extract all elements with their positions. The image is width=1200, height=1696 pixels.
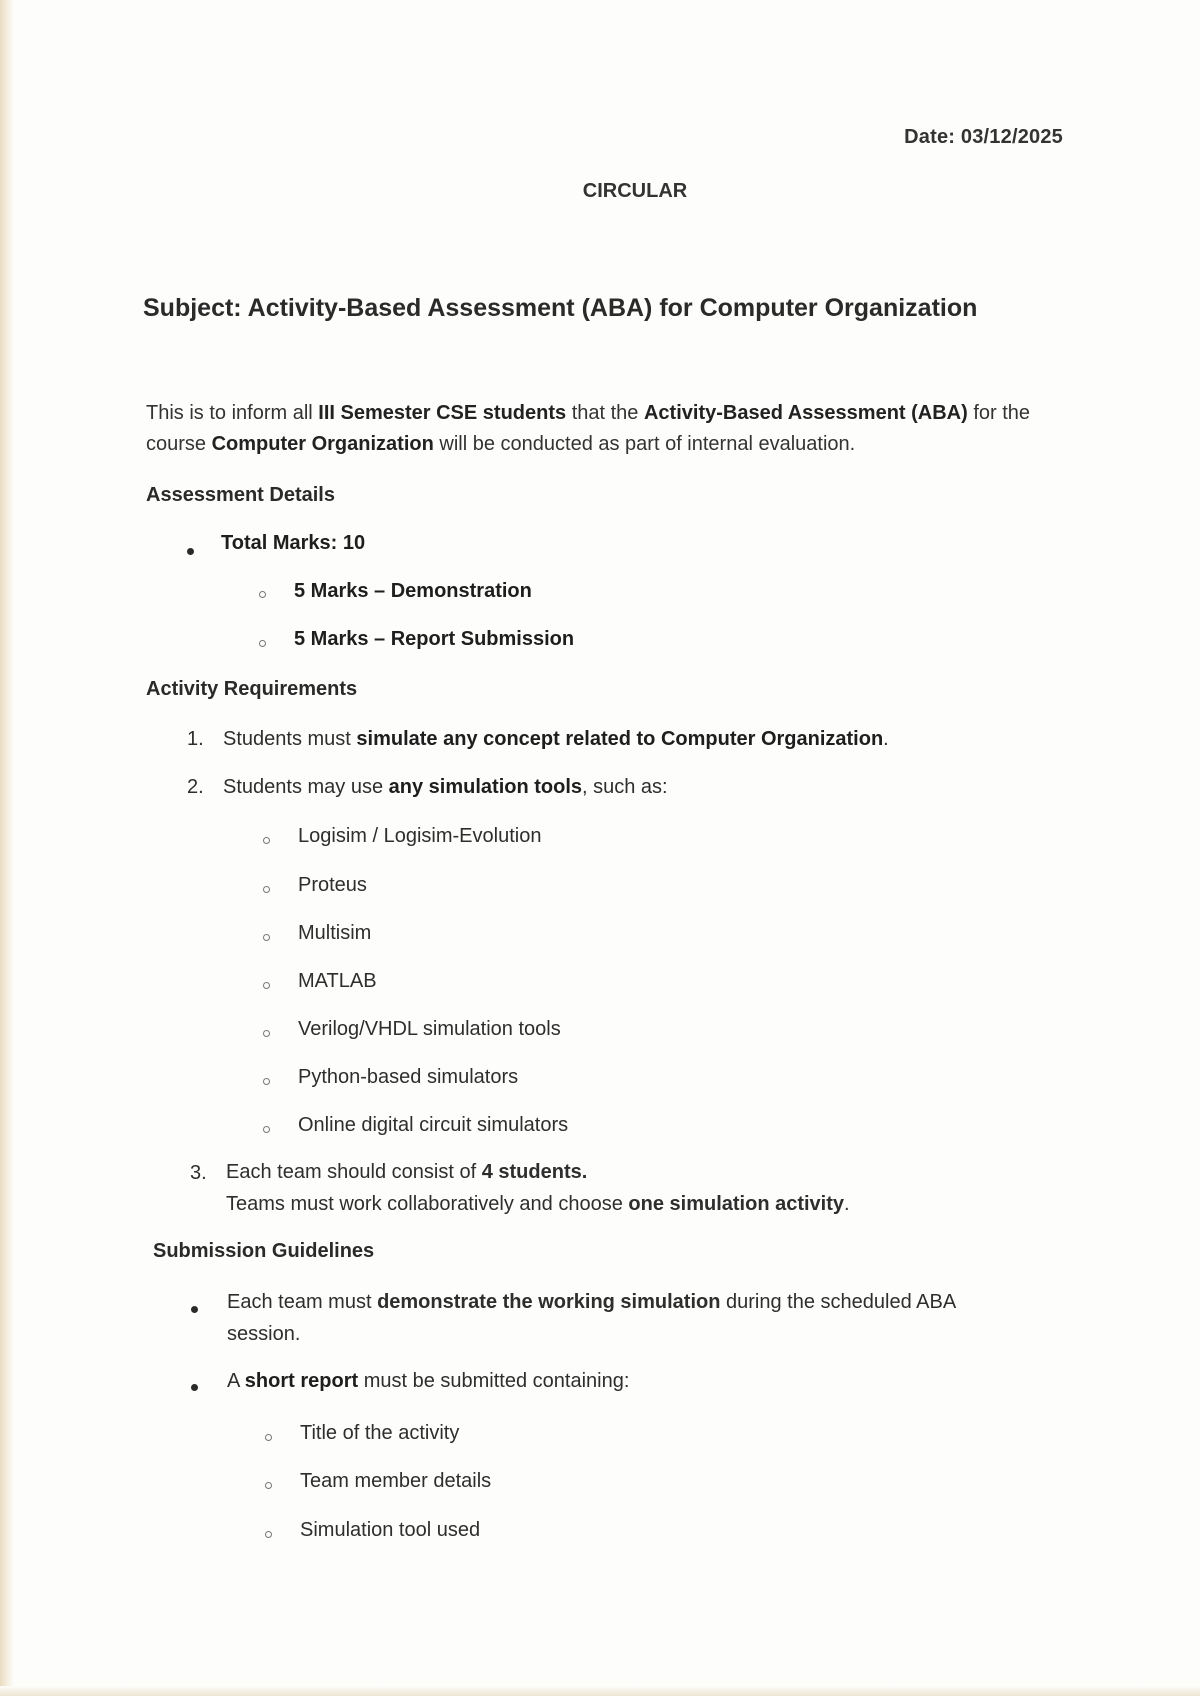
tool-item: Verilog/VHDL simulation tools <box>298 1018 561 1040</box>
circle-bullet-icon <box>263 837 270 844</box>
list-number: 3. <box>190 1162 207 1184</box>
circle-bullet-icon <box>263 1078 270 1085</box>
circle-bullet-icon <box>265 1482 272 1489</box>
circular-title: CIRCULAR <box>582 180 688 202</box>
tool-item: Proteus <box>298 874 367 896</box>
circular-date: Date: 03/12/2025 <box>904 126 1063 148</box>
circle-bullet-icon <box>259 640 266 647</box>
requirement-item: Students may use any simulation tools, such as: <box>223 776 668 798</box>
circle-bullet-icon <box>259 591 266 598</box>
circle-bullet-icon <box>265 1531 272 1538</box>
submission-heading: Submission Guidelines <box>153 1240 375 1262</box>
circle-bullet-icon <box>263 1030 270 1037</box>
intro-paragraph: This is to inform all III Semester CSE students that the Activity-Based Assessment (ABA) for the course Computer Organization will be conducted as part of internal evaluation. <box>146 402 1031 455</box>
circle-bullet-icon <box>263 886 270 893</box>
report-item: Simulation tool used <box>300 1519 481 1541</box>
requirement-item: Each team should consist of 4 students. Teams must work collaboratively and choose one simulation activity. <box>226 1161 850 1215</box>
circle-bullet-icon <box>263 934 270 941</box>
bullet-icon <box>191 1384 198 1391</box>
tool-item: Logisim / Logisim-Evolution <box>298 825 542 847</box>
tool-item: Multisim <box>298 922 372 944</box>
list-number: 2. <box>187 776 204 798</box>
report-item: Team member details <box>300 1470 492 1492</box>
subject-line: Subject: Activity-Based Assessment (ABA) for Computer Organization <box>143 294 978 322</box>
bullet-icon <box>187 548 194 555</box>
tool-item: Online digital circuit simulators <box>298 1114 569 1136</box>
tool-item: Python-based simulators <box>298 1066 519 1088</box>
requirements-heading: Activity Requirements <box>146 678 358 700</box>
assessment-heading: Assessment Details <box>146 484 335 506</box>
circle-bullet-icon <box>265 1434 272 1441</box>
marks-item: 5 Marks – Report Submission <box>294 628 575 650</box>
list-number: 1. <box>187 728 204 750</box>
circle-bullet-icon <box>263 982 270 989</box>
scan-bottom-edge <box>0 1686 1200 1696</box>
tool-item: MATLAB <box>298 970 377 992</box>
report-item: Title of the activity <box>300 1422 460 1444</box>
marks-item: 5 Marks – Demonstration <box>294 580 532 602</box>
total-marks: Total Marks: 10 <box>221 532 366 554</box>
requirement-item: Students must simulate any concept related to Computer Organization. <box>223 728 889 750</box>
circle-bullet-icon <box>263 1126 270 1133</box>
bullet-icon <box>191 1306 198 1313</box>
scan-edge <box>0 0 14 1696</box>
submission-item: A short report must be submitted containing: <box>227 1370 630 1392</box>
submission-item: Each team must demonstrate the working simulation during the scheduled ABA session. <box>227 1291 957 1345</box>
